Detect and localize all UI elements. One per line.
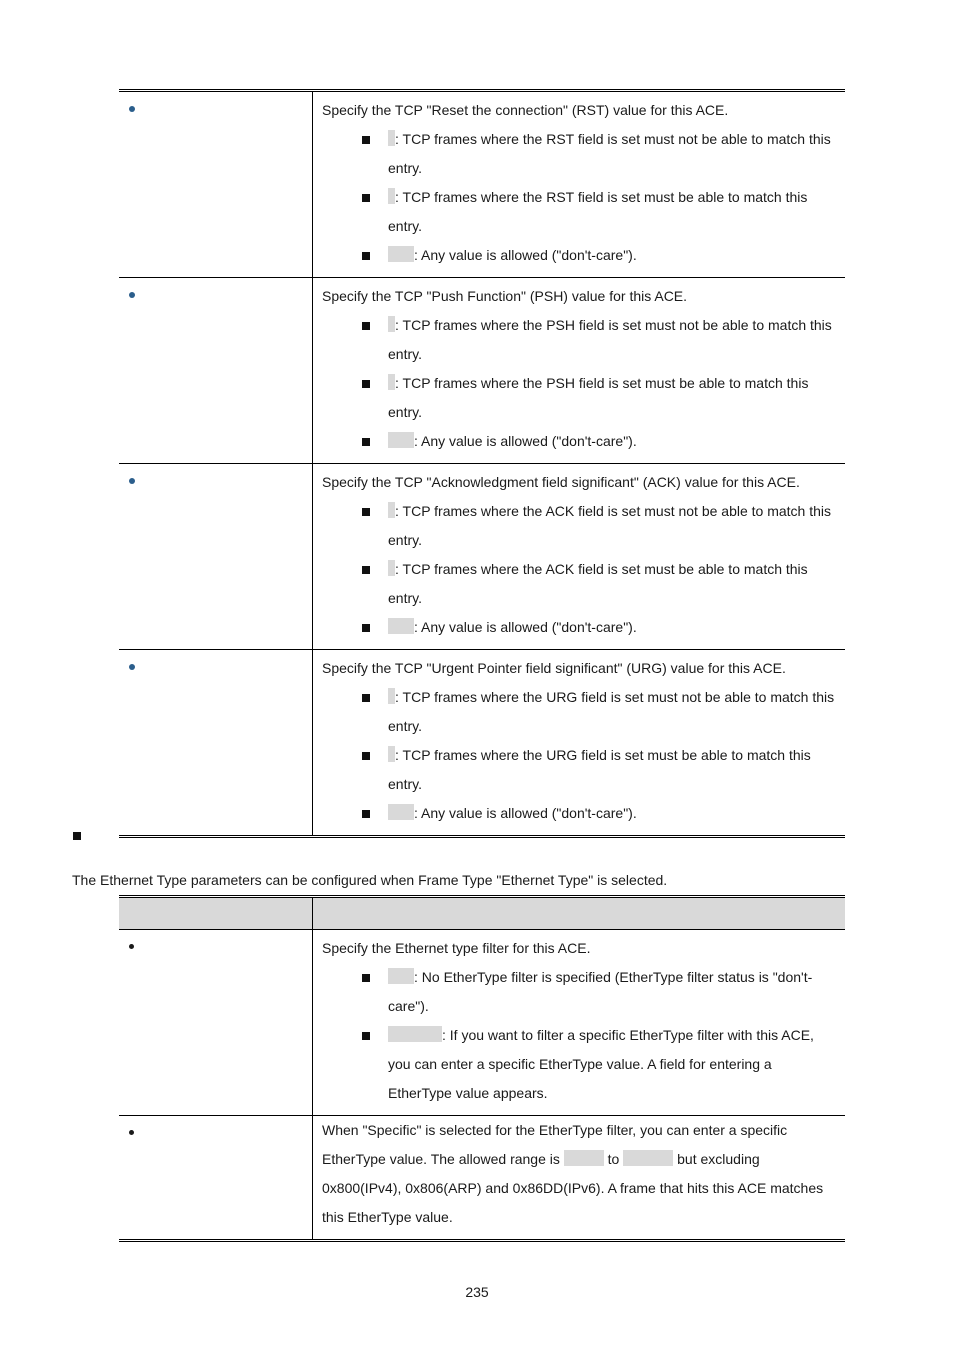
list-item: : If you want to filter a specific EtherType filter with this ACE, you can enter a specific EtherType value. A field for entering a EtherType value appears. xyxy=(388,1021,837,1108)
description-lead: Specify the TCP "Acknowledgment field significant" (ACK) value for this ACE. xyxy=(322,474,800,490)
value-highlight xyxy=(388,246,414,262)
section-bullet-icon xyxy=(73,832,81,840)
value-highlight xyxy=(388,502,395,518)
value-highlight xyxy=(388,560,395,576)
value-highlight xyxy=(388,804,414,820)
list-item: : TCP frames where the URG field is set must not be able to match this entry. xyxy=(388,683,837,741)
bullet-icon xyxy=(129,1130,134,1135)
option-list xyxy=(322,125,837,270)
value-highlight xyxy=(388,1026,442,1042)
description-cell xyxy=(313,278,845,463)
ethertype-table xyxy=(119,895,845,1242)
value-highlight xyxy=(564,1150,604,1166)
value-highlight xyxy=(388,130,395,146)
value-highlight xyxy=(388,968,414,984)
bullet-icon xyxy=(129,292,135,298)
param-cell xyxy=(119,1116,313,1239)
param-cell xyxy=(119,464,313,649)
list-item: : TCP frames where the RST field is set must be able to match this entry. xyxy=(388,183,837,241)
bullet-icon xyxy=(129,106,135,112)
ethertype-value-description: When "Specific" is selected for the EtherType filter, you can enter a specific EtherType value. The allowed range is to but excluding 0x800(IPv4), 0x806(ARP) and 0x86DD(IPv6). A frame that hits this ACE matches this EtherType value. xyxy=(322,1122,824,1225)
description-cell xyxy=(313,464,845,649)
list-item: : Any value is allowed ("don't-care"). xyxy=(388,427,837,456)
value-highlight xyxy=(388,746,395,762)
param-cell xyxy=(119,650,313,835)
table-row-ack xyxy=(119,463,845,649)
value-highlight xyxy=(388,188,395,204)
list-item: : Any value is allowed ("don't-care"). xyxy=(388,613,837,642)
value-highlight xyxy=(623,1150,673,1166)
table-row-ethertype-value xyxy=(119,1115,845,1239)
page-number: 235 xyxy=(465,1284,489,1300)
description-cell xyxy=(313,930,845,1115)
list-item: : Any value is allowed ("don't-care"). xyxy=(388,799,837,828)
description-cell xyxy=(313,650,845,835)
option-list xyxy=(322,497,837,642)
bullet-icon xyxy=(129,664,135,670)
table-row-ethertype-filter xyxy=(119,930,845,1115)
list-item: : TCP frames where the PSH field is set must not be able to match this entry. xyxy=(388,311,837,369)
list-item: : No EtherType filter is specified (EtherType filter status is "don't-care"). xyxy=(388,963,837,1021)
table-row-urg xyxy=(119,649,845,835)
table-row-rst xyxy=(119,92,845,277)
list-item: : TCP frames where the RST field is set must not be able to match this entry. xyxy=(388,125,837,183)
description-cell xyxy=(313,92,845,277)
param-cell xyxy=(119,930,313,1115)
description-cell xyxy=(313,1116,845,1239)
list-item: : TCP frames where the ACK field is set must be able to match this entry. xyxy=(388,555,837,613)
value-highlight xyxy=(388,432,414,448)
list-item: : Any value is allowed ("don't-care"). xyxy=(388,241,837,270)
bullet-icon xyxy=(129,944,134,949)
description-lead: Specify the TCP "Urgent Pointer field significant" (URG) value for this ACE. xyxy=(322,660,786,676)
option-list xyxy=(322,311,837,456)
description-lead: Specify the TCP "Push Function" (PSH) value for this ACE. xyxy=(322,288,688,304)
description-lead: Specify the TCP "Reset the connection" (RST) value for this ACE. xyxy=(322,102,729,118)
header-object-cell xyxy=(119,898,313,929)
param-cell xyxy=(119,92,313,277)
list-item: : TCP frames where the URG field is set must be able to match this entry. xyxy=(388,741,837,799)
list-item: : TCP frames where the PSH field is set must be able to match this entry. xyxy=(388,369,837,427)
value-highlight xyxy=(388,374,395,390)
value-highlight xyxy=(388,316,395,332)
ethertype-intro: The Ethernet Type parameters can be configured when Frame Type "Ethernet Type" is selected. xyxy=(72,872,668,888)
table-row-psh xyxy=(119,277,845,463)
option-list xyxy=(322,963,837,1108)
list-item: : TCP frames where the ACK field is set must not be able to match this entry. xyxy=(388,497,837,555)
table-header xyxy=(119,898,845,930)
bullet-icon xyxy=(129,478,135,484)
tcp-flags-table xyxy=(119,89,845,838)
value-highlight xyxy=(388,618,414,634)
description-lead: Specify the Ethernet type filter for this ACE. xyxy=(322,940,591,956)
option-list xyxy=(322,683,837,828)
value-highlight xyxy=(388,688,395,704)
param-cell xyxy=(119,278,313,463)
